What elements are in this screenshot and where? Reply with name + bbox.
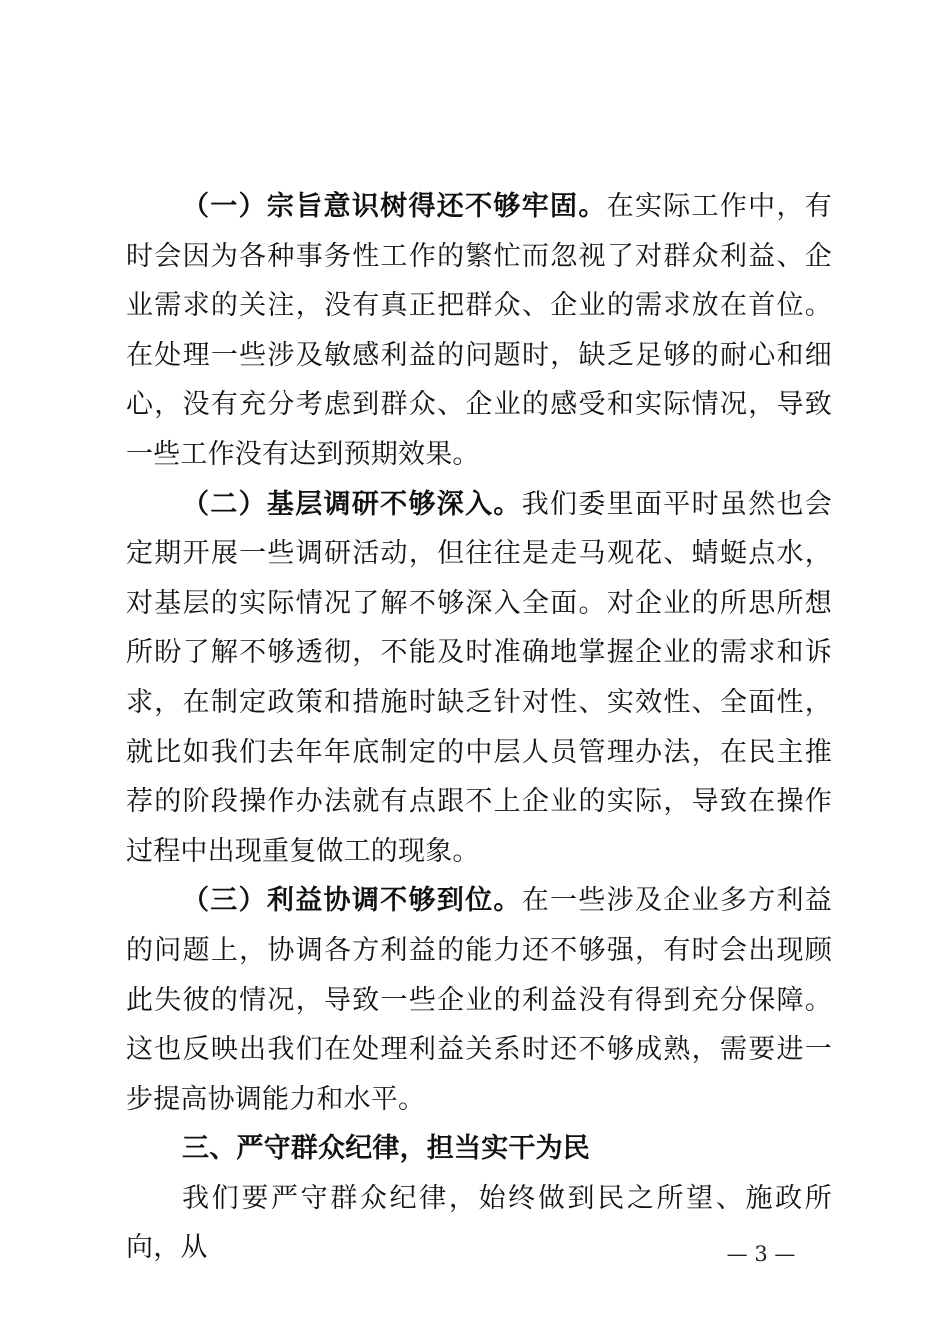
section-heading: 三、严守群众纪律，担当实干为民 [182,1133,590,1165]
paragraph-3 [126,876,832,1124]
document-body [126,182,832,1273]
paragraph-2-lead: （二）基层调研不够深入。 [182,488,522,520]
paragraph-1-lead: （一）宗旨意识树得还不够牢固。 [182,191,607,222]
page-number: — 3 — [726,1242,796,1266]
paragraph-1-text: 在实际工作中，有时会因为各种事务性工作的繁忙而忽视了对群众利益、企业需求的关注，没有真正把群众、企业的需求放在首位。在处理一些涉及敏感利益的问题时，缺乏足够的耐心和细心，没有充分考虑到群众、企业的感受和实际情况，导致一些工作没有达到预期效果。 [126,191,833,470]
paragraph-1 [126,182,832,480]
paragraph-3-text: 在一些涉及企业多方利益的问题上，协调各方利益的能力还不够强，有时会出现顾此失彼的情况，导致一些企业的利益没有得到充分保障。这也反映出我们在处理利益关系时还不够成熟，需要进一步提高协调能力和水平。 [126,885,833,1115]
paragraph-2-text: 我们委里面平时虽然也会定期开展一些调研活动，但往往是走马观花、蜻蜓点水，对基层的实际情况了解不够深入全面。对企业的所思所想所盼了解不够透彻，不能及时准确地掌握企业的需求和诉求，在制定政策和措施时缺乏针对性、实效性、全面性，就比如我们去年年底制定的中层人员管理办法，在民主推荐的阶段操作办法就有点跟不上企业的实际，导致在操作过程中出现重复做工的现象。 [126,488,833,867]
paragraph-3-lead: （三）利益协调不够到位。 [182,885,522,917]
paragraph-2 [126,480,832,877]
closing-paragraph: 我们要严守群众纪律，始终做到民之所望、施政所向，从 [126,1182,832,1264]
